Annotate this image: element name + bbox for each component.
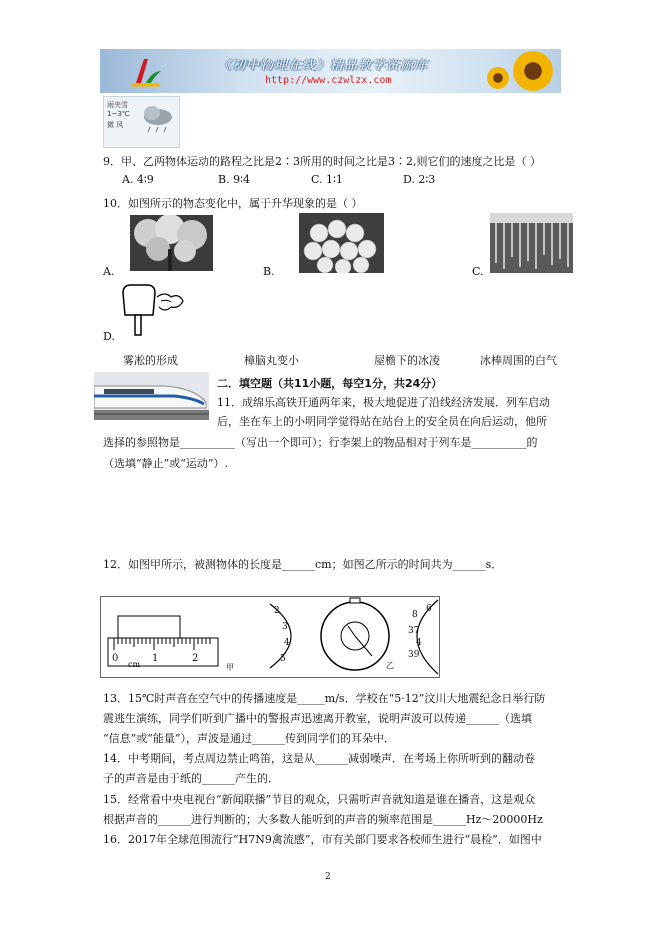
weather-widget [103,96,180,148]
q13-line-1: 13．15℃时声音在空气中的传播速度是_____m/s．学校在“5·12”汶川大地震纪念日举行防 [103,692,546,705]
q10-caption-b: 樟脑丸变小 [244,354,299,367]
figure-label-yi: 乙 [386,661,394,670]
weather-condition: 雨夹雪 [107,101,128,109]
q10-caption-d: 冰棒周围的白气 [480,354,557,367]
q11-line-3: 选择的参照物是__________（写出一个即可）；行李架上的物品相对于列车是__________的 [103,436,538,449]
q9-option-c: C. 1∶1 [311,173,343,186]
weather-temp: 1~3℃ [107,110,130,118]
q9-option-d: D. 2∶3 [403,173,436,186]
rime-frost-image [130,215,213,271]
q11-line-1: 11．成绵乐高铁开通两年来，极大地促进了沿线经济发展．列车启动 [217,396,550,409]
q13-line-2: 震逃生演练，同学们听到广播中的警报声迅速离开教室，说明声波可以传递______（选填 [103,712,532,725]
q9-option-b: B. 9∶4 [218,173,250,186]
q10-caption-a: 雾凇的形成 [123,354,178,367]
q10-caption-c: 屋檐下的冰凌 [374,354,440,367]
sunflower-small-icon [487,67,509,89]
question-9: 9．甲、乙两物体运动的路程之比是2∶3所用的时间之比是3∶2,则它们的速度之比是（ ） [103,155,541,168]
sunflower-icon [513,51,553,91]
icicles-image [490,213,573,273]
stopwatch-left-2: 2 [274,606,280,616]
q15-line-1: 15．经常看中央电视台“新闻联播”节目的观众，只需听声音就知道是谁在播音，这是观众 [103,793,536,806]
stopwatch-right-39: 39 [408,650,420,660]
logo-icon [128,53,164,89]
q10-label-c: C. [472,265,484,278]
question-10: 10．如图所示的物态变化中，属于升华现象的是（ ） [103,197,363,210]
ruler-tick-2: 2 [192,653,199,664]
weather-wind: 微 风 [107,121,124,129]
stopwatch-left-5: 5 [280,654,286,664]
ruler-tick-0: 0 [112,653,119,664]
figure-label-jia: 甲 [226,663,234,672]
q10-label-b: B. [263,265,275,278]
header-banner [100,49,561,93]
q13-line-3: “信息”或“能量”），声波是通过______传到同学们的耳朵中． [103,732,395,745]
q11-line-2: 后，坐在车上的小明同学觉得站在站台上的安全员在向后运动，他所 [217,415,547,428]
mothballs-image [299,213,384,273]
q14-line-1: 14．中考期间，考点周边禁止鸣笛，这是从______减弱噪声．在考场上你所听到的翻动卷 [103,752,535,765]
stopwatch-right-4: 4 [416,638,422,648]
q16-line-1: 16．2017年全球范围流行“H7N9禽流感”，市有关部门要求各校师生进行“晨检”．如图中 [103,833,542,846]
stopwatch-left-3: 3 [282,622,288,632]
high-speed-train-image [94,372,209,420]
banner-url: http://www.czwlzx.com [265,75,392,86]
stopwatch-right-8: 8 [412,610,418,620]
ruler-tick-1: 1 [152,653,159,664]
q10-label-a: A. [103,265,115,278]
popsicle-image [117,283,187,338]
cloud-rain-icon [140,103,176,133]
q11-line-4: （选填“静止”或“运动”）. [103,457,228,470]
stopwatch-right-6: 6 [426,604,432,614]
banner-title: 《初中物理在线》精品教学资源库 [218,58,429,73]
stopwatch-left-4: 4 [284,638,290,648]
q9-option-a: A. 4∶9 [122,173,154,186]
page-number: 2 [325,872,331,882]
section-2-title: 二．填空题（共11小题，每空1分，共24分） [217,377,443,390]
ruler-unit: cm [128,660,141,669]
question-12: 12．如图甲所示，被测物体的长度是______cm；如图乙所示的时间共为______s． [103,558,503,571]
ruler-stopwatch-figure [100,596,440,678]
q14-line-2: 子的声音是由于纸的______产生的． [103,772,279,785]
q10-label-d: D. [103,330,115,343]
stopwatch-right-37: 37 [408,626,420,636]
q15-line-2: 根据声音的______进行判断的；大多数人能听到的声音的频率范围是______Hz～20000Hz [103,813,543,826]
